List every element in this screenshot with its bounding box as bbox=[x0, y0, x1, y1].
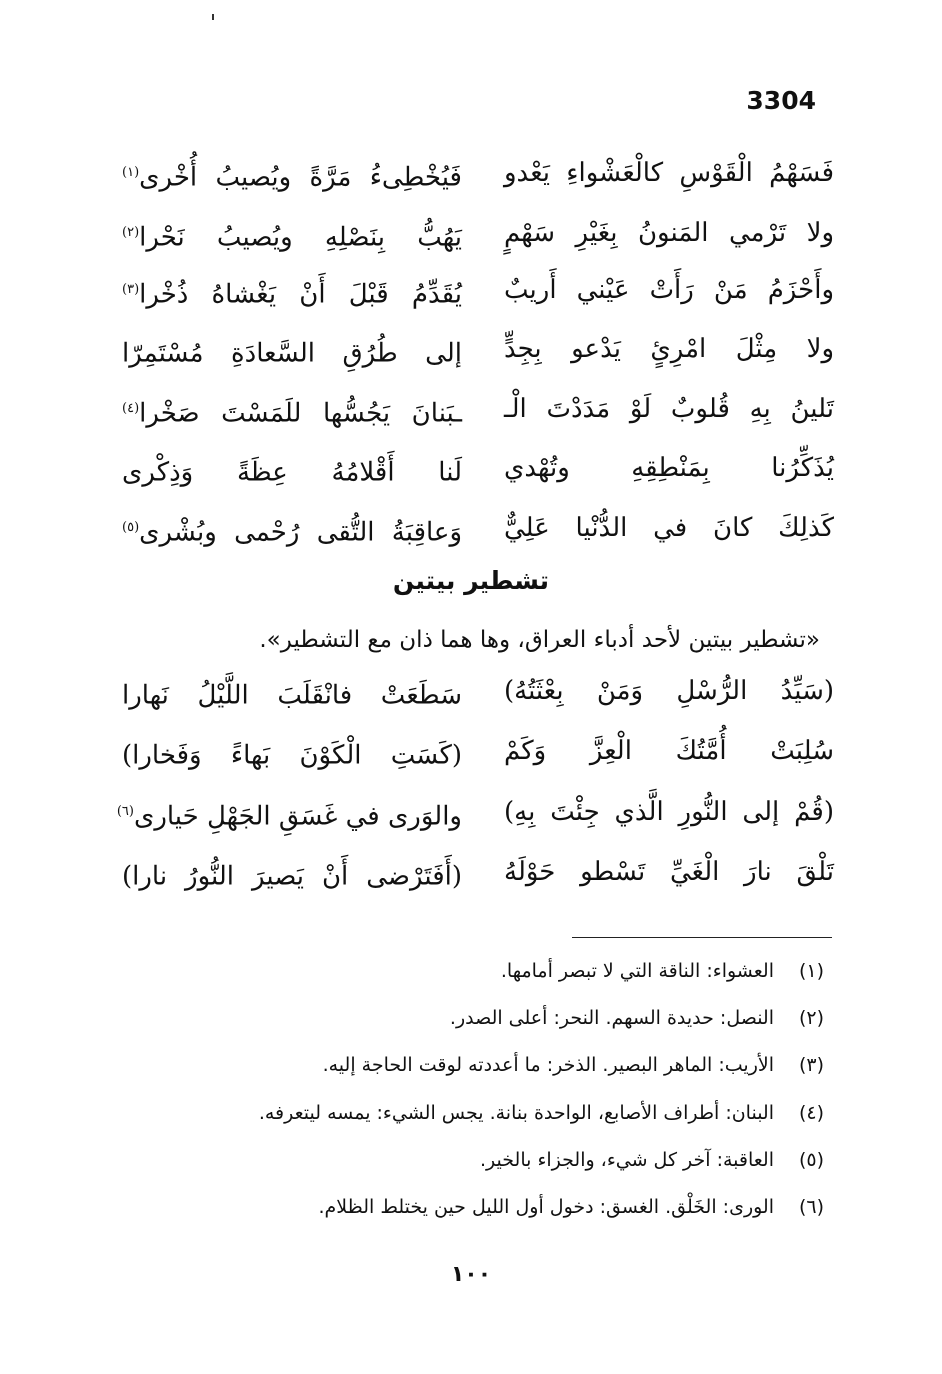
footnote-ref: (٤) bbox=[122, 401, 140, 416]
verse-second-text: ـبَنانَ يَجُسُّها للَمَسْتَ صَخْرا bbox=[139, 398, 462, 429]
tashtir-verse-1 bbox=[122, 666, 834, 716]
footnote-ref: (٢) bbox=[122, 225, 140, 240]
poem-verse-3 bbox=[122, 265, 834, 315]
poem-verse-1 bbox=[122, 148, 834, 198]
intro-text: «تشطير بيتين لأحد أدباء العراق، وها هما ذان مع التشطير». bbox=[259, 627, 820, 653]
verse-second-hemistich bbox=[122, 324, 462, 379]
verse-first-hemistich: يُذَكِّرُنا بِمَنْطِقِهِ وتُهْدي bbox=[504, 453, 834, 483]
poem-verse-6 bbox=[122, 443, 834, 493]
verse-first-hemistich: تَلْقَ نارَ الْغَيِّ تَسْطو حَوْلَهُ bbox=[504, 857, 834, 887]
footnote-ref: (٣) bbox=[122, 282, 140, 297]
footnote-text: العشواء: الناقة التي لا تبصر أمامها. bbox=[500, 960, 774, 982]
verse-second-hemistich bbox=[122, 726, 462, 781]
footnote-3 bbox=[104, 1047, 824, 1083]
poem-verse-5 bbox=[122, 384, 834, 434]
verse-second-hemistich bbox=[122, 384, 462, 439]
footnote-text: الأريب: الماهر البصير. الذخر: ما أعددته لوقت الحاجة إليه. bbox=[322, 1054, 774, 1076]
verse-second-text: وَعاقِبَةُ التُّقى رُحْمى وبُشْرى bbox=[139, 517, 462, 548]
poem-verse-7 bbox=[122, 503, 834, 553]
footnote-2 bbox=[104, 1000, 824, 1036]
verse-first-hemistich: تَلينُ بِهِ قُلوبٌ لَوْ مَدَدْتَ الْـ bbox=[504, 394, 834, 424]
footnote-number: (٢) bbox=[798, 1007, 824, 1029]
verse-first-hemistich: (سَيِّدُ الرُّسْلِ وَمَنْ بِعْثَتُهُ) bbox=[504, 676, 834, 706]
footnote-number: (٥) bbox=[798, 1149, 824, 1171]
tashtir-verse-4 bbox=[122, 847, 834, 897]
footnote-text: النصل: حديدة السهم. النحر: أعلى الصدر. bbox=[449, 1007, 774, 1029]
verse-first-hemistich: سُلِبَتْ أُمَّتُكَ الْعِزَّ وَكَمْ bbox=[504, 736, 834, 766]
verse-second-hemistich bbox=[122, 148, 462, 203]
footnote-5 bbox=[104, 1142, 824, 1178]
footnote-6 bbox=[104, 1189, 824, 1225]
verse-second-text: (أَفَتَرْضى أَنْ يَصيرَ النُّورُ نارا) bbox=[122, 861, 462, 892]
verse-second-hemistich bbox=[122, 666, 462, 721]
verse-second-text: (كَسَتِ الْكَوْنَ بَهاءً وَفَخارا) bbox=[122, 740, 462, 771]
poem-verse-2 bbox=[122, 208, 834, 258]
verse-second-text: لَنا أَقْلامُهُ عِظَةً وَذِكْرى bbox=[122, 457, 462, 488]
page-code: 3304 bbox=[746, 86, 816, 115]
footnote-text: الورى: الخَلْق. الغسق: دخول أول الليل حين يختلط الظلام. bbox=[318, 1196, 774, 1218]
verse-first-hemistich: فَسَهْمُ الْقَوْسِ كالْعَشْواءِ يَعْدو bbox=[504, 158, 834, 188]
verse-first-hemistich: ولا مِثْلَ امْرِئٍ يَدْعو بِجِدٍّ bbox=[504, 334, 834, 364]
verse-second-text: سَطَعَتْ فانْقَلَبَ اللَّيْلُ نَهارا bbox=[122, 680, 462, 711]
verse-first-hemistich: ولا تَرْمي المَنونُ بِغَيْرِ سَهْمٍ bbox=[504, 218, 834, 248]
footnote-divider bbox=[572, 937, 832, 938]
scan-mark bbox=[212, 14, 214, 20]
footnote-number: (٤) bbox=[798, 1102, 824, 1124]
footnote-ref: (١) bbox=[122, 165, 140, 180]
footnote-ref: (٦) bbox=[116, 804, 134, 819]
footnote-text: البنان: أطراف الأصابع، الواحدة بنانة. يجس الشيء: يمسه ليتعرفه. bbox=[258, 1102, 774, 1124]
verse-second-text: يَهُبُّ بِنَصْلِهِ ويُصيبُ نَحْرا bbox=[139, 222, 462, 253]
page-number: ١٠٠ bbox=[450, 1262, 492, 1287]
verse-second-hemistich bbox=[122, 208, 462, 263]
verse-second-hemistich bbox=[122, 503, 462, 558]
footnote-1 bbox=[104, 953, 824, 989]
verse-second-hemistich bbox=[116, 787, 462, 842]
section-title: تشطير بيتين bbox=[392, 566, 550, 595]
footnote-number: (١) bbox=[798, 960, 824, 982]
tashtir-verse-3 bbox=[116, 787, 834, 837]
verse-first-hemistich: (قُمْ إلى النُّورِ الَّذي جِئْتَ بِهِ) bbox=[504, 797, 834, 827]
footnote-number: (٦) bbox=[798, 1196, 824, 1218]
footnote-number: (٣) bbox=[798, 1054, 824, 1076]
verse-first-hemistich: وأَحْزَمُ مَنْ رَأَتْ عَيْني أَريبٌ bbox=[504, 275, 834, 305]
verse-second-text: إلى طُرُقِ السَّعادَةِ مُسْتَمِرّا bbox=[122, 338, 462, 369]
footnote-text: العاقبة: آخر كل شيء، والجزاء بالخير. bbox=[480, 1149, 774, 1171]
verse-first-hemistich: كَذلِكَ كانَ في الدُّنْيا عَلِيٌّ bbox=[504, 513, 834, 543]
verse-second-text: يُقَدِّمُ قَبْلَ أَنْ يَغْشاهُ ذُخْرا bbox=[139, 279, 462, 310]
footnote-ref: (٥) bbox=[122, 520, 140, 535]
footnote-4 bbox=[104, 1095, 824, 1131]
tashtir-verse-2 bbox=[122, 726, 834, 776]
verse-second-hemistich bbox=[122, 847, 462, 902]
verse-second-hemistich bbox=[122, 443, 462, 498]
verse-second-hemistich bbox=[122, 265, 462, 320]
verse-second-text: والوَرى في غَسَقِ الجَهْلِ حَيارى bbox=[133, 801, 462, 832]
poem-verse-4 bbox=[122, 324, 834, 374]
verse-second-text: فَيُخْطِىءُ مَرَّةً ويُصيبُ أُخْرى bbox=[139, 162, 462, 193]
